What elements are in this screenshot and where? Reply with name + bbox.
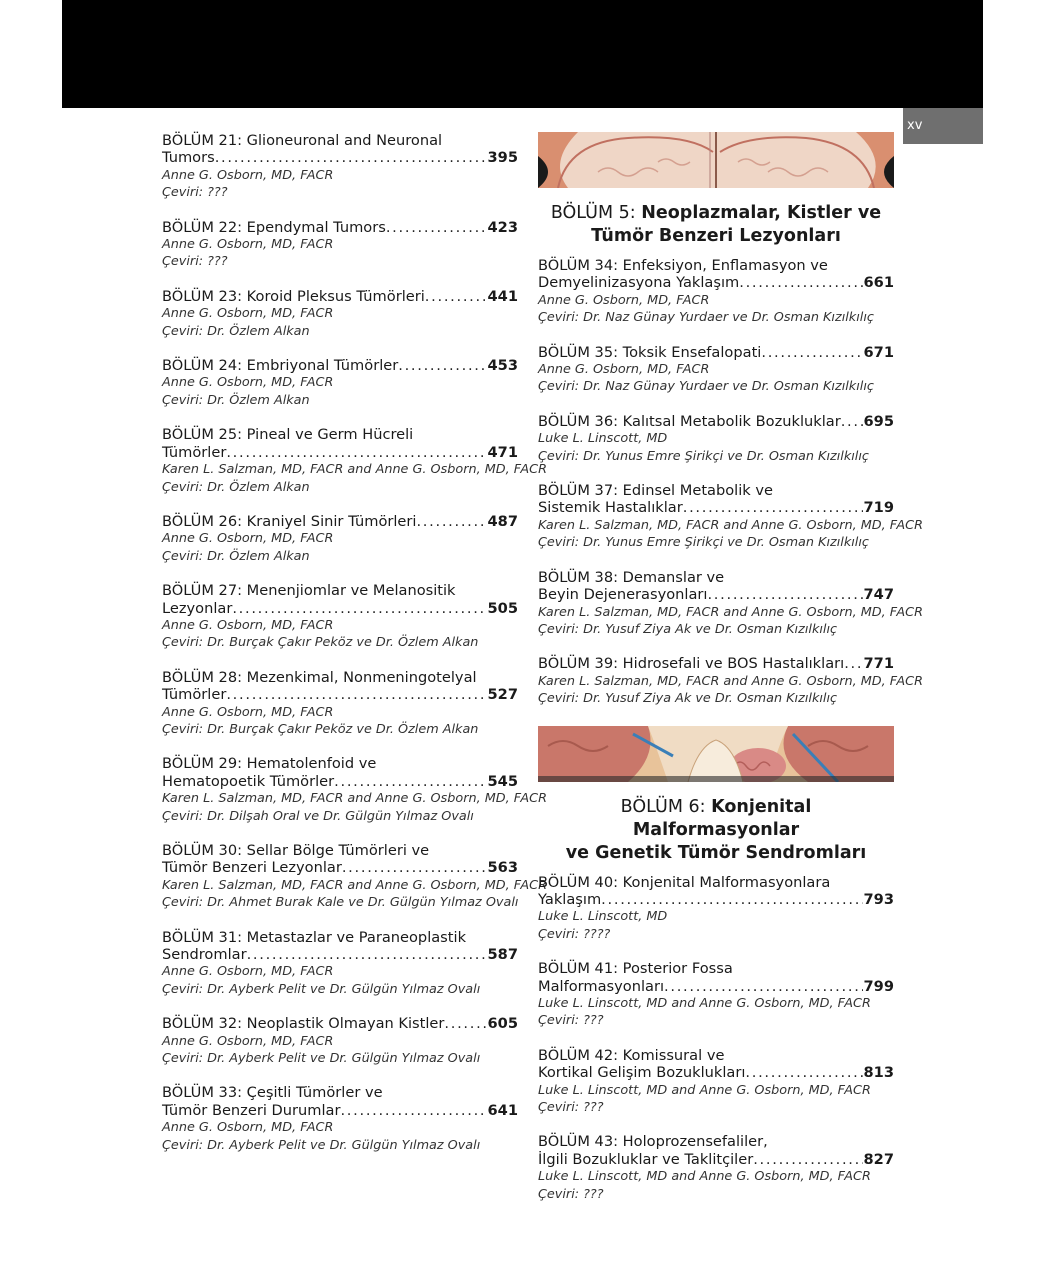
chapter-translator: Çeviri: Dr. Ayberk Pelit ve Dr. Gülgün Yılmaz Ovalı [162,981,481,997]
chapter-title: Sendromlar [162,946,247,964]
chapter-author: Karen L. Salzman, MD, FACR and Anne G. Osborn, MD, FACR [162,877,547,893]
section5-entries [538,257,923,708]
chapter-title: Tümörler [162,686,227,704]
chapter-title-line1: BÖLÜM 34: Enfeksiyon, Enflamasyon ve [538,257,828,274]
chapter-author: Anne G. Osborn, MD, FACR [162,1033,334,1049]
chapter-title: İlgili Bozukluklar ve Taklitçiler [538,1150,754,1168]
chapter-title-line [162,1102,518,1119]
chapter-author: Luke L. Linscott, MD and Anne G. Osborn, MD, FACR [538,1082,871,1098]
toc-entry[interactable] [538,655,923,707]
leader-dots [232,600,486,617]
page-ref: 453 [487,357,518,375]
chapter-translator: Çeviri: ??? [162,185,228,201]
chapter-title-line1: BÖLÜM 42: Komissural ve [538,1046,725,1064]
chapter-author: Anne G. Osborn, MD, FACR [162,375,334,391]
chapter-title-line1: BÖLÜM 31: Metastazlar ve Paraneoplastik [162,928,467,946]
page-ref: 695 [863,412,894,430]
chapter-translator: Çeviri: Dr. Yusuf Ziya Ak ve Dr. Osman Kızılkılıç [538,621,838,637]
chapter-title-line [162,219,518,236]
leader-dots [664,978,863,995]
chapter-title-line1: BÖLÜM 38: Demanslar ve [538,568,725,586]
leader-dots [247,946,487,963]
toc-entry[interactable] [538,874,894,944]
chapter-title-line [162,288,518,305]
chapter-title-line [538,655,894,672]
chapter-translator: Çeviri: Dr. Özlem Alkan [162,479,310,495]
leader-dots [761,344,862,361]
leader-dots [753,1151,862,1168]
leader-dots [340,1102,486,1119]
chapter-translator: Çeviri: ??? [538,1100,604,1115]
chapter-title-line [162,859,518,876]
toc-entry[interactable] [162,755,547,825]
toc-entry[interactable] [538,413,894,465]
chapter-translator: Çeviri: Dr. Naz Günay Yurdaer ve Dr. Osman Kızılkılıç [538,310,874,326]
chapter-title-line1: BÖLÜM 28: Mezenkimal, Nonmeningotelyal [162,668,477,686]
chapter-translator: Çeviri: Dr. Ayberk Pelit ve Dr. Gülgün Yılmaz Ovalı [162,1051,481,1067]
chapter-title-line [538,891,894,908]
page-ref: 505 [487,599,518,617]
page-ref: 395 [487,149,518,167]
chapter-title-line [162,357,518,374]
leader-dots [683,499,863,516]
chapter-title: Hematopoetik Tümörler [162,772,335,790]
chapter-title: BÖLÜM 39: Hidrosefali ve BOS Hastalıkları [538,655,845,673]
chapter-title: BÖLÜM 24: Embriyonal Tümörler [162,357,399,375]
leader-dots [398,357,486,374]
chapter-title-line [538,586,894,603]
page-ref: 605 [487,1015,518,1033]
section6-brain-illustration [538,726,894,782]
leader-dots [425,288,487,305]
chapter-translator: Çeviri: Dr. Naz Günay Yurdaer ve Dr. Osman Kızılkılıç [538,379,874,395]
chapter-title-line1: BÖLÜM 43: Holoprozensefaliler, [538,1133,768,1151]
toc-entry[interactable] [538,1047,894,1117]
chapter-author: Luke L. Linscott, MD [538,909,668,925]
chapter-title-line [162,444,518,461]
leader-dots [342,859,487,876]
chapter-title: Tümör Benzeri Lezyonlar [162,859,342,877]
chapter-author: Anne G. Osborn, MD, FACR [162,237,334,253]
chapter-title: Lezyonlar [162,599,233,617]
chapter-title: Beyin Dejenerasyonları [538,586,708,604]
chapter-author: Anne G. Osborn, MD, FACR [162,964,334,980]
chapter-translator: Çeviri: ???? [538,926,611,942]
page-ref: 719 [863,499,894,517]
toc-entry[interactable] [162,1084,518,1154]
section5-heading: BÖLÜM 5: Neoplazmalar, Kistler ve Tümör Benzeri Lezyonları [550,203,882,246]
leader-dots [334,773,486,790]
chapter-author: Anne G. Osborn, MD, FACR [538,362,710,378]
chapter-title-line [162,600,518,617]
chapter-title: BÖLÜM 35: Toksik Ensefalopati [538,343,762,361]
page-ref: 827 [863,1150,894,1168]
page-ref: 487 [487,512,518,530]
chapter-translator: Çeviri: Dr. Yunus Emre Şirikçi ve Dr. Osman Kızılkılıç [538,535,869,551]
toc-entry[interactable] [162,929,518,999]
page-ref: 545 [487,772,518,790]
toc-left-column [162,132,547,1171]
chapter-title: Malformasyonları [538,977,665,995]
chapter-author: Karen L. Salzman, MD, FACR and Anne G. Osborn, MD, FACR [162,791,547,807]
page-ref: 641 [487,1101,518,1119]
chapter-title-line1: BÖLÜM 21: Glioneuronal and Neuronal [162,132,443,149]
chapter-title-line [162,1015,518,1032]
toc-entry[interactable] [162,288,518,340]
page-ref: 799 [863,977,894,995]
toc-right-column [538,132,923,1220]
page-ref: 471 [487,443,518,461]
chapter-translator: Çeviri: Dr. Burçak Çakır Peköz ve Dr. Özlem Alkan [162,721,479,737]
toc-entry[interactable] [162,582,518,652]
chapter-title: Tümörler [162,443,227,461]
toc-entry[interactable] [162,219,518,271]
leader-dots [739,274,862,291]
chapter-author: Karen L. Salzman, MD, FACR and Anne G. Osborn, MD, FACR [538,673,923,689]
chapter-title: Sistemik Hastalıklar [538,499,683,517]
chapter-title-line [538,344,894,361]
chapter-title-line [538,499,894,516]
header-black-band [62,0,983,108]
chapter-author: Luke L. Linscott, MD [538,431,668,447]
page-ref: 771 [863,655,894,673]
chapter-author: Karen L. Salzman, MD, FACR and Anne G. Osborn, MD, FACR [538,604,923,620]
chapter-title-line1: BÖLÜM 40: Konjenital Malformasyonlara [538,873,831,891]
page-ref: 441 [487,287,518,305]
chapter-translator: Çeviri: Dr. Özlem Alkan [162,392,310,408]
leader-dots [745,1064,862,1081]
page-ref: 661 [863,274,894,292]
page-ref: 563 [487,859,518,877]
chapter-title-line1: BÖLÜM 30: Sellar Bölge Tümörleri ve [162,842,430,859]
toc-entry[interactable] [162,669,518,739]
chapter-translator: Çeviri: Dr. Dilşah Oral ve Dr. Gülgün Yılmaz Ovalı [162,808,474,824]
chapter-title: BÖLÜM 32: Neoplastik Olmayan Kistler [162,1015,445,1033]
chapter-title: BÖLÜM 22: Ependymal Tumors [162,218,386,236]
chapter-title: BÖLÜM 26: Kraniyel Sinir Tümörleri [162,512,417,530]
leader-dots [601,891,862,908]
chapter-title-line1: BÖLÜM 25: Pineal ve Germ Hücreli [162,426,414,444]
leader-dots [215,149,487,166]
toc-entry[interactable] [162,842,547,912]
page-ref: 793 [863,890,894,908]
chapter-author: Luke L. Linscott, MD and Anne G. Osborn, MD, FACR [538,995,871,1011]
toc-entry[interactable] [162,357,518,409]
chapter-translator: Çeviri: ??? [538,1186,604,1202]
chapter-title: Yaklaşım [538,890,602,908]
leader-dots [416,513,486,530]
chapter-translator: Çeviri: ??? [162,254,228,270]
chapter-title-line [162,149,518,166]
chapter-translator: Çeviri: Dr. Özlem Alkan [162,323,310,339]
chapter-author: Anne G. Osborn, MD, FACR [162,1120,334,1136]
chapter-title: Demyelinizasyona Yaklaşım [538,274,740,292]
leader-dots [226,444,486,461]
toc-entry[interactable] [538,960,894,1030]
chapter-translator: Çeviri: Dr. Ahmet Burak Kale ve Dr. Gülgün Yılmaz Ovalı [162,895,519,911]
toc-entry[interactable] [538,257,894,327]
chapter-author: Anne G. Osborn, MD, FACR [162,531,334,547]
chapter-author: Anne G. Osborn, MD, FACR [162,617,334,633]
toc-entry[interactable] [538,344,894,396]
chapter-title: Kortikal Gelişim Bozuklukları [538,1064,746,1082]
chapter-translator: Çeviri: Dr. Özlem Alkan [162,548,310,564]
chapter-author: Anne G. Osborn, MD, FACR [162,306,334,322]
toc-entry[interactable] [538,568,923,639]
toc-entry[interactable] [162,513,518,565]
chapter-translator: Çeviri: Dr. Yunus Emre Şirikçi ve Dr. Osman Kızılkılıç [538,448,869,464]
chapter-title-line [538,978,894,995]
chapter-author: Anne G. Osborn, MD, FACR [162,704,334,720]
page-number-tab: xv [903,108,983,144]
chapter-author: Anne G. Osborn, MD, FACR [162,167,334,183]
leader-dots [386,219,487,236]
page-ref: 423 [487,218,518,236]
chapter-translator: Çeviri: Dr. Burçak Çakır Peköz ve Dr. Özlem Alkan [162,635,479,651]
section6-entries [538,874,894,1204]
chapter-title-line1: BÖLÜM 29: Hematolenfoid ve [162,755,377,773]
toc-entry[interactable] [162,132,518,202]
page-ref: 671 [863,343,894,361]
chapter-translator: Çeviri: ??? [538,1013,604,1029]
chapter-author: Karen L. Salzman, MD, FACR and Anne G. Osborn, MD, FACR [538,517,923,533]
page-ref: 747 [863,586,894,604]
chapter-title-line [538,1064,894,1081]
toc-entry[interactable] [162,426,547,496]
chapter-author: Luke L. Linscott, MD and Anne G. Osborn, MD, FACR [538,1169,871,1185]
section6-heading: BÖLÜM 6: Konjenital Malformasyonlar ve Genetik Tümör Sendromları [565,796,867,863]
chapter-title-line [162,773,518,790]
chapter-title-line1: BÖLÜM 41: Posterior Fossa [538,960,733,978]
leader-dots [707,586,862,603]
toc-entry[interactable] [162,1015,518,1067]
chapter-title-line [538,413,894,430]
chapter-title: BÖLÜM 36: Kalıtsal Metabolik Bozukluklar [538,412,841,430]
toc-entry[interactable] [538,1133,894,1203]
chapter-translator: Çeviri: Dr. Ayberk Pelit ve Dr. Gülgün Yılmaz Ovalı [162,1137,481,1153]
chapter-title-line1: BÖLÜM 33: Çeşitli Tümörler ve [162,1084,383,1102]
toc-entry[interactable] [538,482,923,552]
page-ref: 527 [487,686,518,704]
chapter-author: Karen L. Salzman, MD, FACR and Anne G. Osborn, MD, FACR [162,462,547,478]
page-ref: 813 [863,1064,894,1082]
leader-dots [841,413,863,430]
chapter-title-line [162,686,518,703]
chapter-title-line [538,274,894,291]
chapter-title-line [162,513,518,530]
chapter-title: Tümör Benzeri Durumlar [162,1101,341,1119]
section5-brain-illustration [538,132,894,188]
chapter-title: Tumors [162,149,215,167]
leader-dots [444,1015,486,1032]
chapter-author: Anne G. Osborn, MD, FACR [538,292,710,308]
brain-malformation-image [538,726,894,782]
chapter-translator: Çeviri: Dr. Yusuf Ziya Ak ve Dr. Osman Kızılkılıç [538,691,838,707]
leader-dots [844,655,862,672]
chapter-title-line1: BÖLÜM 37: Edinsel Metabolik ve [538,482,773,500]
brain-section-image [538,132,894,188]
leader-dots [226,686,486,703]
chapter-title: BÖLÜM 23: Koroid Pleksus Tümörleri [162,287,425,305]
chapter-title-line1: BÖLÜM 27: Menenjiomlar ve Melanositik [162,582,456,600]
chapter-title-line [538,1151,894,1168]
page-ref: 587 [487,946,518,964]
chapter-title-line [162,946,518,963]
